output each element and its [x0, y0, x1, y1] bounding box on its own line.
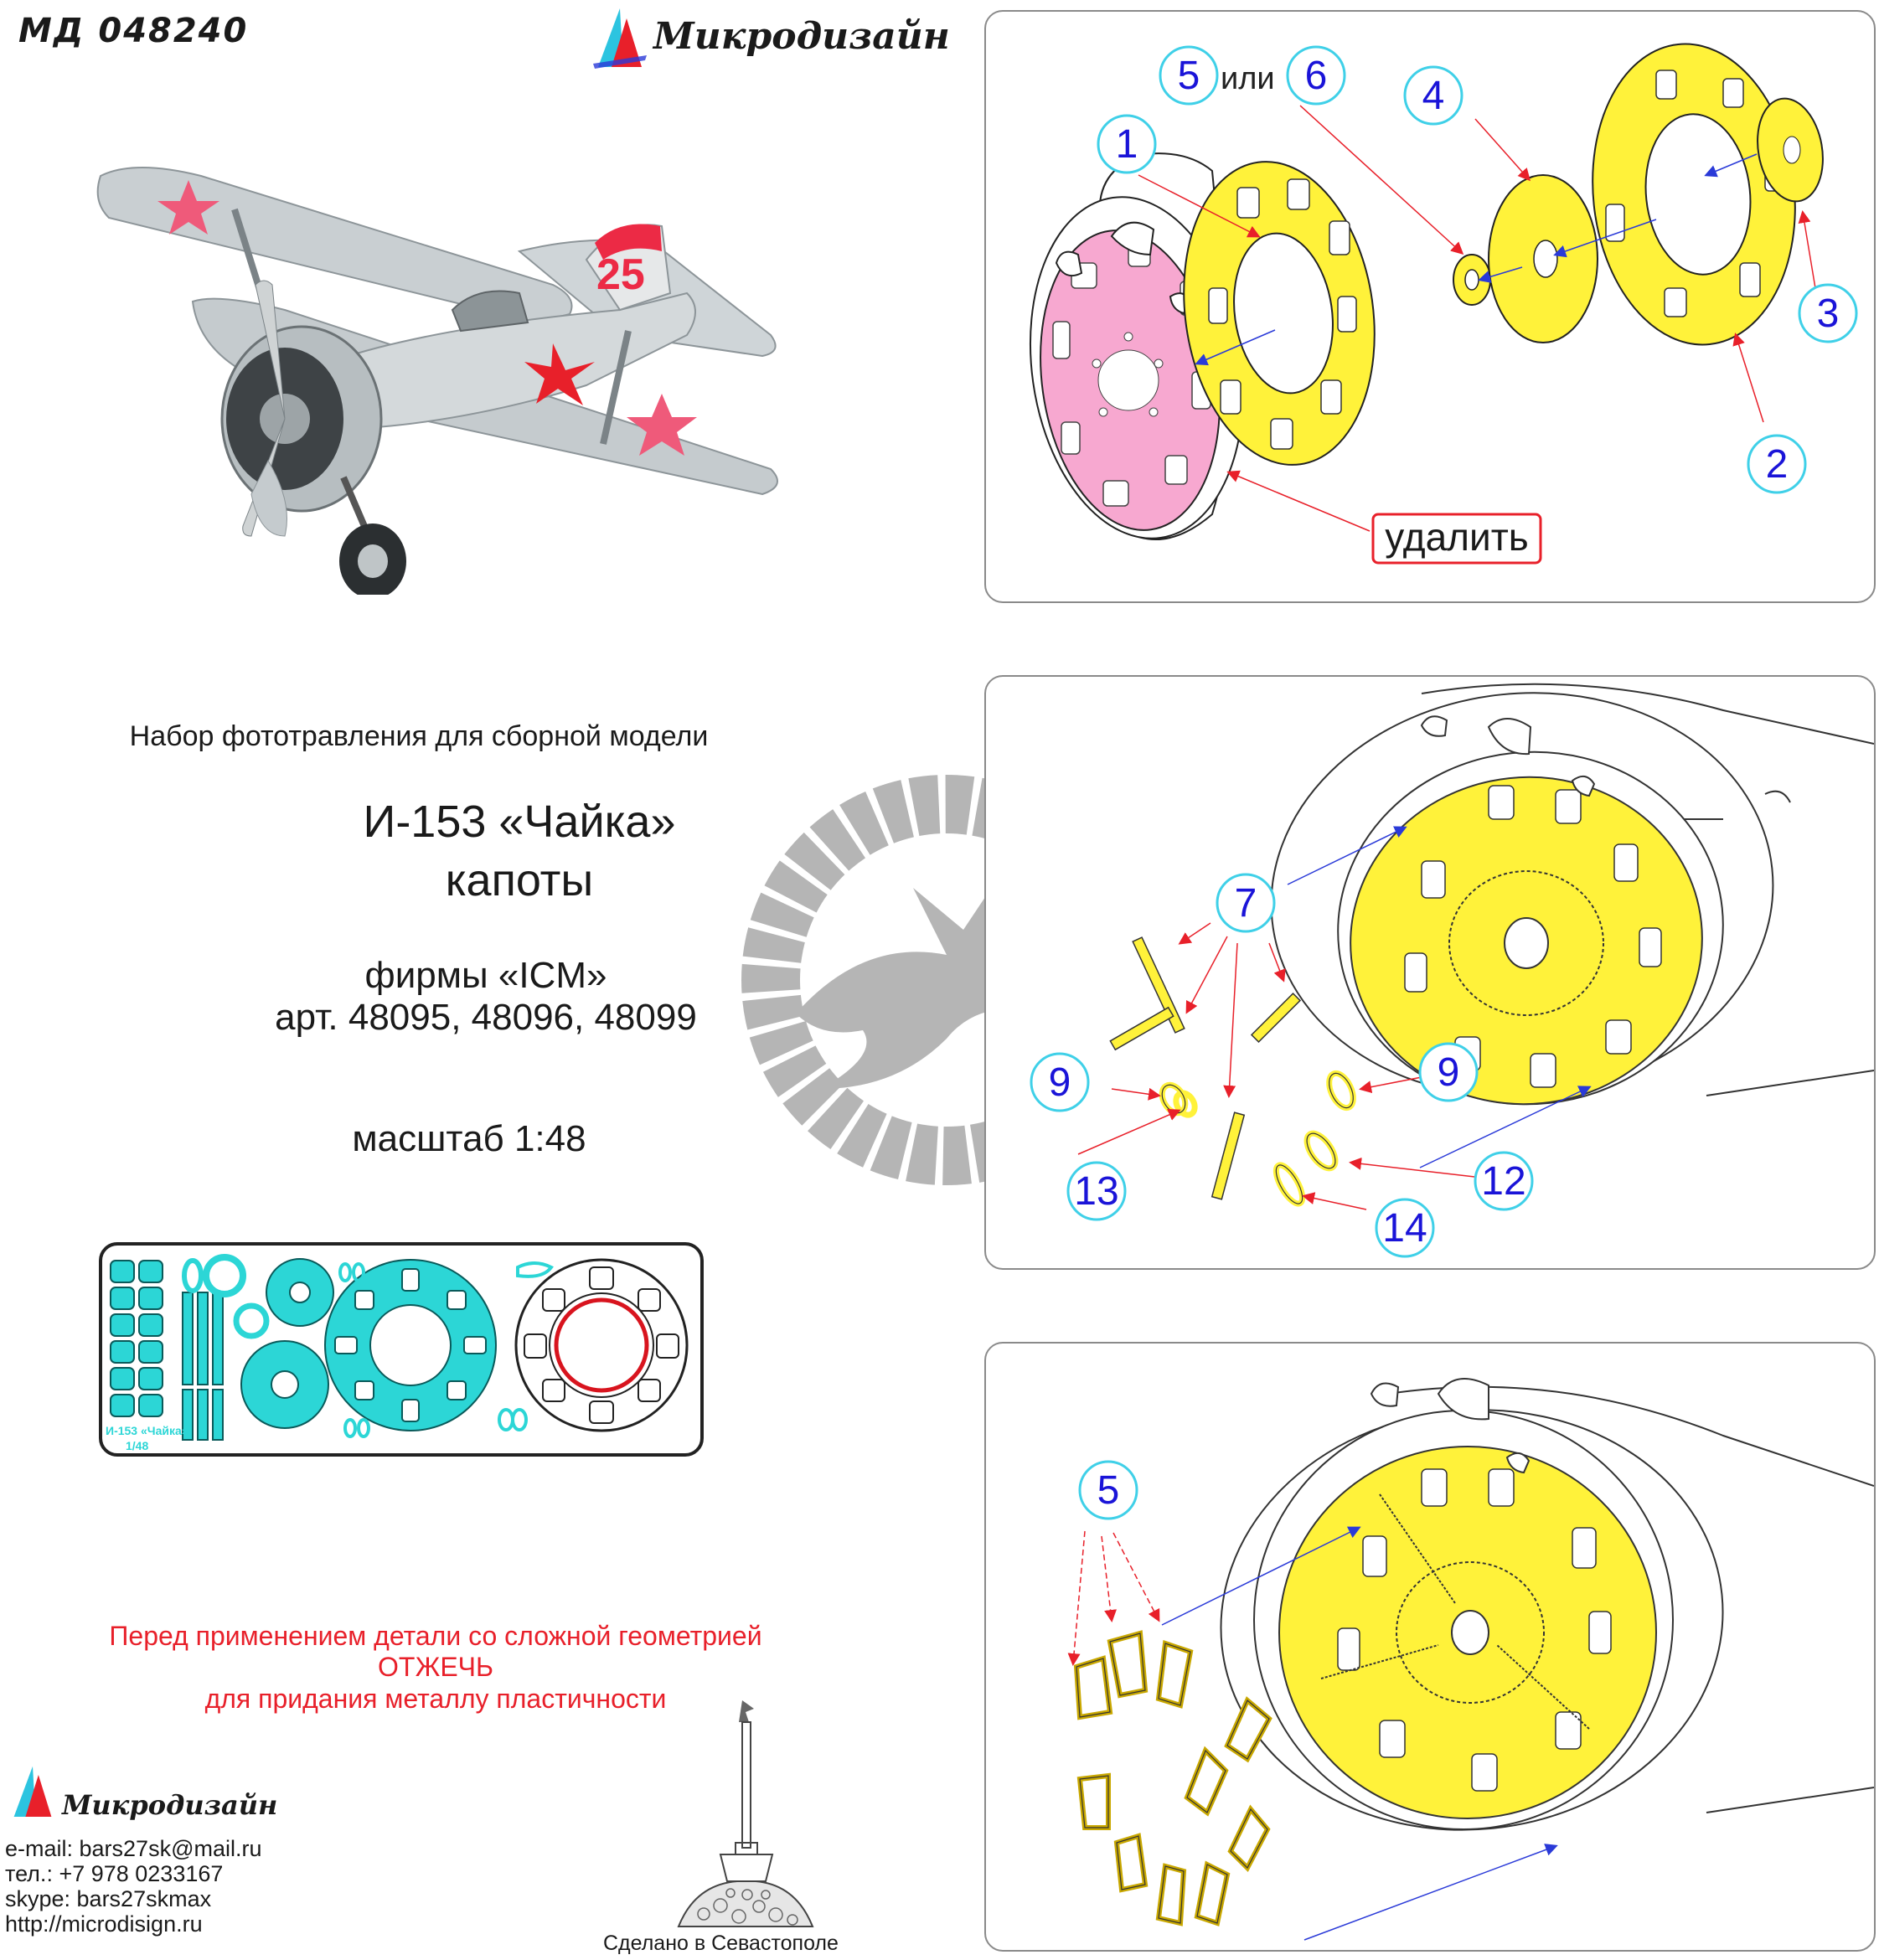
warning-line-1: Перед применением детали со сложной геометрией — [109, 1621, 762, 1651]
scale: масштаб 1:48 — [352, 1118, 586, 1159]
svg-text:удалить: удалить — [1385, 515, 1529, 559]
svg-text:1: 1 — [1115, 122, 1138, 167]
tail-number: 25 — [596, 250, 645, 299]
svg-text:13: 13 — [1074, 1169, 1119, 1214]
part-2-ring — [1578, 34, 1809, 354]
brand-name-bottom: Микродизайн — [62, 1789, 278, 1821]
callout-7 — [1217, 874, 1274, 931]
instruction-panel-step2 — [984, 675, 1876, 1270]
contact-skype: skype: bars27skmax — [5, 1886, 212, 1911]
warning-line-3: для придания металлу пластичности — [204, 1684, 667, 1714]
callout-9-right — [1420, 1044, 1477, 1101]
svg-text:7: 7 — [1234, 881, 1257, 926]
callout-12 — [1475, 1153, 1532, 1210]
svg-text:5: 5 — [1097, 1468, 1120, 1513]
svg-text:3: 3 — [1816, 291, 1840, 336]
svg-text:12: 12 — [1481, 1159, 1526, 1204]
svg-text:4: 4 — [1422, 74, 1445, 118]
callout-2 — [1748, 436, 1805, 493]
contact-email[interactable]: e-mail: bars27sk@mail.ru — [5, 1836, 262, 1861]
svg-text:9: 9 — [1437, 1050, 1460, 1095]
warning-line-2: ОТЖЕЧЬ — [377, 1652, 493, 1682]
svg-text:9: 9 — [1048, 1060, 1071, 1105]
svg-text:5: 5 — [1177, 54, 1200, 98]
brand-logo-bottom-icon — [7, 1759, 59, 1823]
plane-photo — [84, 142, 821, 599]
kit-title: И-153 «Чайка» — [363, 797, 676, 847]
callout-6 — [1288, 47, 1345, 104]
callout-5-step3 — [1080, 1462, 1137, 1519]
kit-title-line2: капоты — [445, 855, 594, 905]
remove-label — [1373, 514, 1541, 563]
instruction-panel-step1 — [984, 10, 1876, 603]
brand-logo-icon — [590, 5, 650, 69]
or-label: или — [1221, 61, 1275, 96]
callout-9-left — [1031, 1054, 1088, 1111]
rings-9-12-13-14 — [1158, 1070, 1359, 1208]
made-in-label: Сделано в Севастополе — [603, 1932, 839, 1955]
brand-logo-bottom — [7, 1759, 59, 1827]
instruction-panel-step3 — [984, 1342, 1876, 1952]
manufacturer: фирмы «ICM» — [364, 955, 607, 996]
svg-text:14: 14 — [1382, 1206, 1427, 1251]
svg-text:6: 6 — [1304, 54, 1328, 98]
contact-url[interactable]: http://microdisign.ru — [5, 1911, 203, 1937]
callout-5 — [1160, 47, 1217, 104]
product-code: МД 048240 — [18, 12, 249, 50]
fret-label-scale: 1/48 — [126, 1439, 149, 1452]
fret-label-title: И-153 «Чайка» — [106, 1424, 188, 1437]
callout-3 — [1799, 285, 1856, 342]
kit-subtitle: Набор фототравления для сборной модели — [129, 720, 709, 752]
contact-phone: тел.: +7 978 0233167 — [5, 1861, 224, 1886]
callout-14 — [1376, 1199, 1433, 1256]
part-4-disc — [1489, 175, 1598, 343]
brand-name-top: Микродизайн — [653, 15, 950, 58]
photo-etch-fret — [99, 1242, 704, 1461]
article-numbers: арт. 48095, 48096, 48099 — [275, 997, 697, 1038]
callout-1 — [1098, 116, 1155, 173]
monument-icon — [662, 1700, 829, 1939]
svg-text:2: 2 — [1765, 442, 1789, 487]
callout-13 — [1068, 1163, 1125, 1220]
callout-4 — [1405, 67, 1462, 124]
brand-logo-top — [590, 5, 650, 73]
